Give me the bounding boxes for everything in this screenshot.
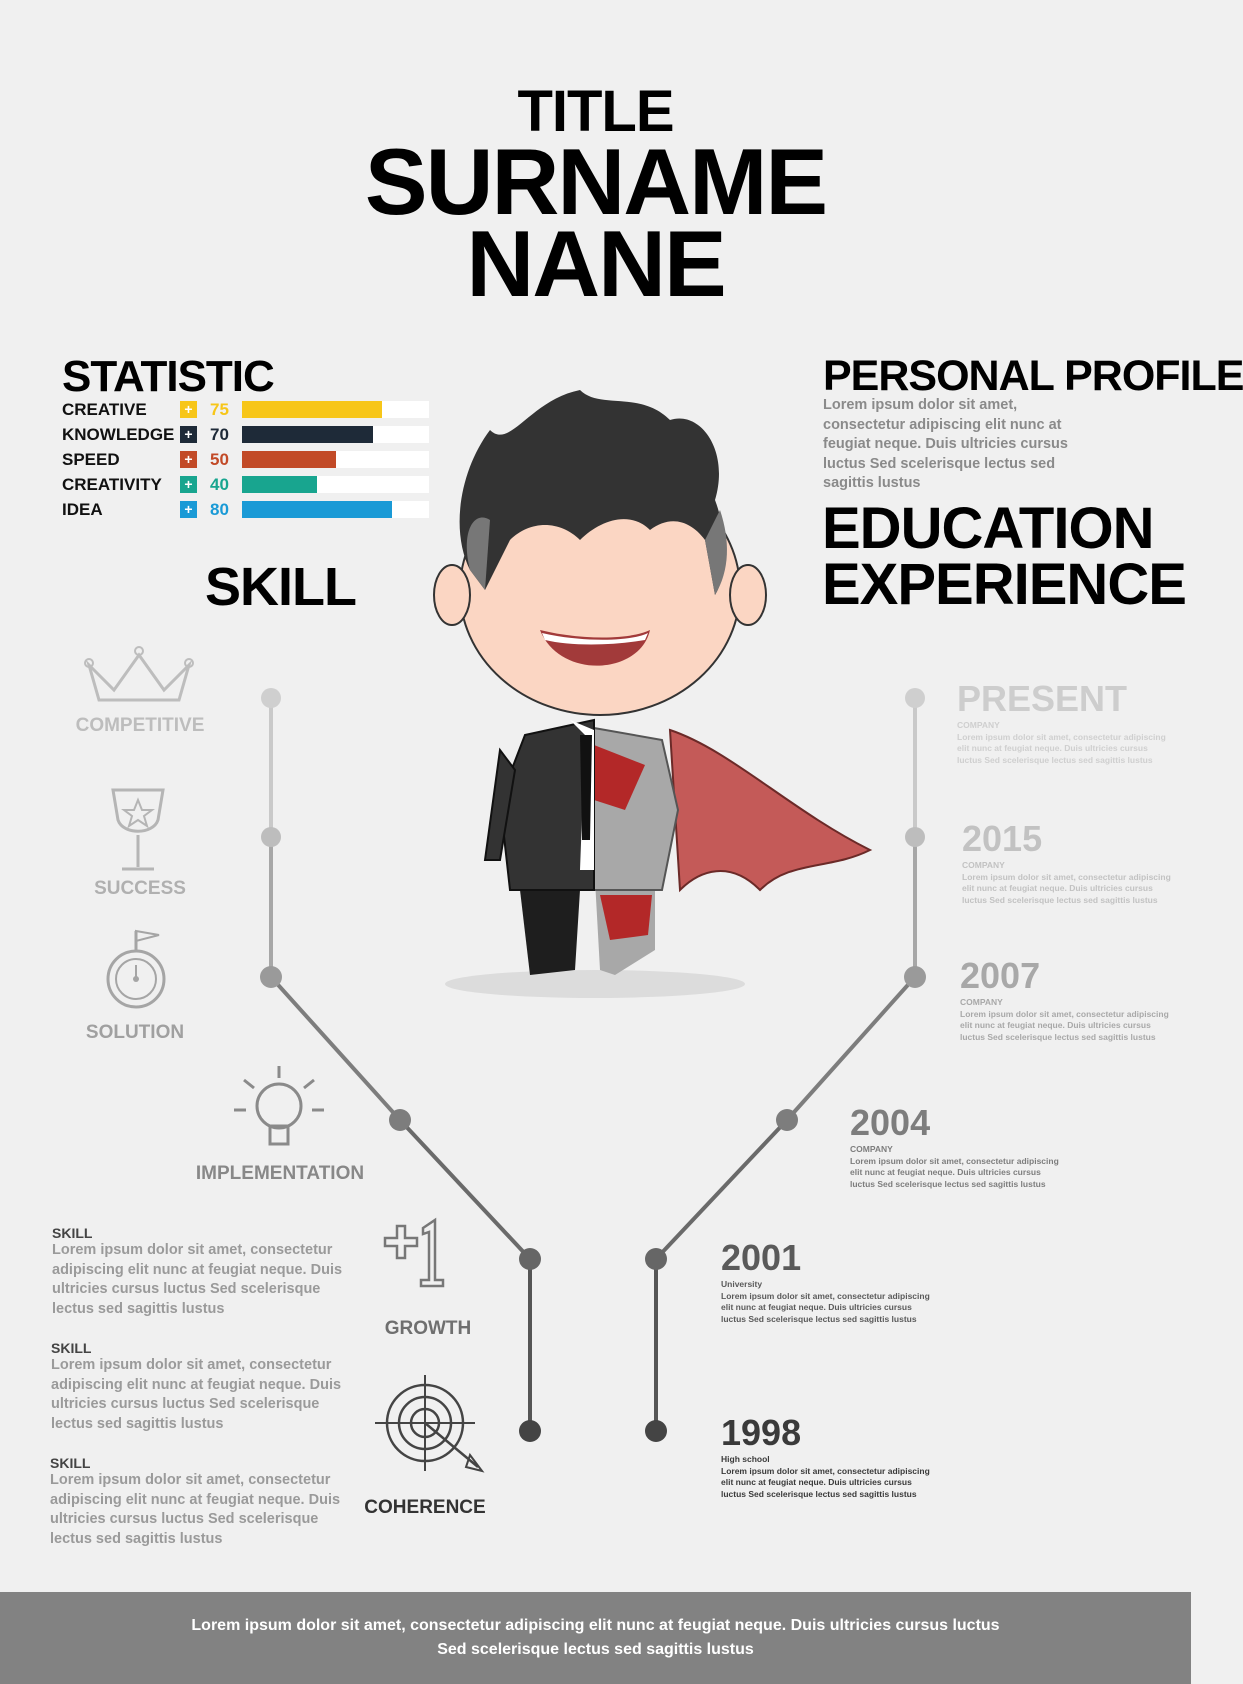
stat-label: CREATIVITY xyxy=(62,475,162,494)
skill-text-1 xyxy=(52,1225,352,1319)
skill-text-3 xyxy=(50,1455,350,1549)
trophy-icon xyxy=(108,785,168,875)
skill-icon-label-competitive: COMPETITIVE xyxy=(75,715,205,736)
education-text: Lorem ipsum dolor sit amet, consectetur adipiscing elit nunc at feugiat neque. Duis ultricies cursus luctus Sed scelerisque lectus sed sagittis lustus xyxy=(721,1290,930,1324)
stat-label: CREATIVE xyxy=(62,400,147,419)
skill-icon-label-success: SUCCESS xyxy=(94,878,186,899)
education-sub: High school xyxy=(721,1454,770,1464)
skill-text-2 xyxy=(51,1340,351,1434)
profile-heading: PERSONAL PROFILE xyxy=(823,352,1243,400)
timeline-dot xyxy=(261,688,281,708)
education-year: 2004 xyxy=(850,1102,931,1143)
timeline-dot xyxy=(645,1420,667,1442)
plus-icon: + xyxy=(180,451,197,468)
education-text: Lorem ipsum dolor sit amet, consectetur adipiscing elit nunc at feugiat neque. Duis ultricies cursus luctus Sed scelerisque lectus sed sagittis lustus xyxy=(962,871,1171,905)
plus-one-icon xyxy=(371,1218,451,1290)
timeline-dot xyxy=(905,688,925,708)
skill-text-body: Lorem ipsum dolor sit amet, consectetur adipiscing elit nunc at feugiat neque. Duis ultricies cursus luctus Sed scelerisque lectus sed sagittis lustus xyxy=(52,1242,343,1317)
crown-icon xyxy=(84,645,194,705)
education-text: Lorem ipsum dolor sit amet, consectetur adipiscing elit nunc at feugiat neque. Duis ultricies cursus luctus Sed scelerisque lectus sed sagittis lustus xyxy=(960,1008,1169,1042)
surname-label: SURNAME xyxy=(364,129,827,234)
stat-value: 50 xyxy=(210,450,229,469)
skill-text-body: Lorem ipsum dolor sit amet, consectetur adipiscing elit nunc at feugiat neque. Duis ultricies cursus luctus Sed scelerisque lectus sed sagittis lustus xyxy=(51,1357,342,1432)
timeline-dot xyxy=(645,1248,667,1270)
skill-icon-label-solution: SOLUTION xyxy=(85,1022,185,1043)
education-heading-line2: EXPERIENCE xyxy=(822,552,1186,617)
education-year: 2007 xyxy=(960,955,1041,996)
stat-label: IDEA xyxy=(62,500,103,519)
plus-icon: + xyxy=(180,426,197,443)
timeline-dot xyxy=(519,1248,541,1270)
target-icon xyxy=(370,1375,490,1475)
skill-heading: SKILL xyxy=(205,557,356,617)
education-entry-2015 xyxy=(962,818,1172,906)
stopwatch-icon xyxy=(104,927,174,1012)
education-entry-1998 xyxy=(721,1412,936,1500)
title-label: TITLE xyxy=(517,79,674,144)
footer-line-1: Lorem ipsum dolor sit amet, consectetur adipiscing elit nunc at feugiat neque. Duis ultricies cursus luctus xyxy=(191,1617,1000,1634)
education-entry-present xyxy=(957,678,1172,766)
skill-icon-label-coherence: COHERENCE xyxy=(364,1497,486,1518)
plus-icon: + xyxy=(180,501,197,518)
education-text: Lorem ipsum dolor sit amet, consectetur adipiscing elit nunc at feugiat neque. Duis ultricies cursus luctus Sed scelerisque lectus sed sagittis lustus xyxy=(850,1155,1059,1189)
stat-value: 70 xyxy=(210,425,229,444)
statistic-heading: STATISTIC xyxy=(62,352,274,401)
education-sub: COMPANY xyxy=(957,720,1000,730)
stat-label: SPEED xyxy=(62,450,120,469)
education-sub: COMPANY xyxy=(850,1144,893,1154)
education-sub: COMPANY xyxy=(962,860,1005,870)
skill-text-title: SKILL xyxy=(50,1455,91,1471)
plus-icon: + xyxy=(180,401,197,418)
skill-text-title: SKILL xyxy=(51,1340,92,1356)
footer-line-2: Sed scelerisque lectus sed sagittis lustus xyxy=(437,1641,754,1658)
plus-icon: + xyxy=(180,476,197,493)
stat-label: KNOWLEDGE xyxy=(62,425,175,444)
stat-value: 40 xyxy=(210,475,229,494)
timeline-dot xyxy=(905,827,925,847)
education-entry-2004 xyxy=(850,1102,1065,1190)
education-year: 2015 xyxy=(962,818,1043,859)
stat-value: 80 xyxy=(210,500,229,519)
education-heading-line1: EDUCATION xyxy=(822,496,1154,561)
education-sub: University xyxy=(721,1279,763,1289)
timeline-dot xyxy=(261,827,281,847)
education-sub: COMPANY xyxy=(960,997,1003,1007)
name-label: NANE xyxy=(466,211,725,316)
education-year: 2001 xyxy=(721,1237,802,1278)
skill-icon-label-growth: GROWTH xyxy=(384,1318,472,1339)
profile-text: Lorem ipsum dolor sit amet, consectetur adipiscing elit nunc at feugiat neque. Duis ultricies cursus luctus Sed scelerisque lectus sed sagittis lustus xyxy=(823,397,1068,491)
footer xyxy=(0,1592,1191,1684)
superhero-character-illustration xyxy=(430,390,880,1010)
timeline-dot xyxy=(389,1109,411,1131)
education-text: Lorem ipsum dolor sit amet, consectetur adipiscing elit nunc at feugiat neque. Duis ultricies cursus luctus Sed scelerisque lectus sed sagittis lustus xyxy=(721,1465,930,1499)
timeline-dot xyxy=(776,1109,798,1131)
timeline-dot xyxy=(904,966,926,988)
education-entry-2007 xyxy=(960,955,1172,1043)
timeline-dot xyxy=(260,966,282,988)
lightbulb-icon xyxy=(232,1066,327,1151)
skill-icon-label-implementation: IMPLEMENTATION xyxy=(195,1163,365,1184)
stat-value: 75 xyxy=(210,400,229,419)
education-year: PRESENT xyxy=(957,678,1128,719)
timeline-dot xyxy=(519,1420,541,1442)
education-text: Lorem ipsum dolor sit amet, consectetur adipiscing elit nunc at feugiat neque. Duis ultricies cursus luctus Sed scelerisque lectus sed sagittis lustus xyxy=(957,731,1166,765)
education-year: 1998 xyxy=(721,1412,802,1453)
skill-text-title: SKILL xyxy=(52,1225,93,1241)
education-entry-2001 xyxy=(721,1237,936,1325)
skill-text-body: Lorem ipsum dolor sit amet, consectetur adipiscing elit nunc at feugiat neque. Duis ultricies cursus luctus Sed scelerisque lectus sed sagittis lustus xyxy=(50,1472,341,1547)
